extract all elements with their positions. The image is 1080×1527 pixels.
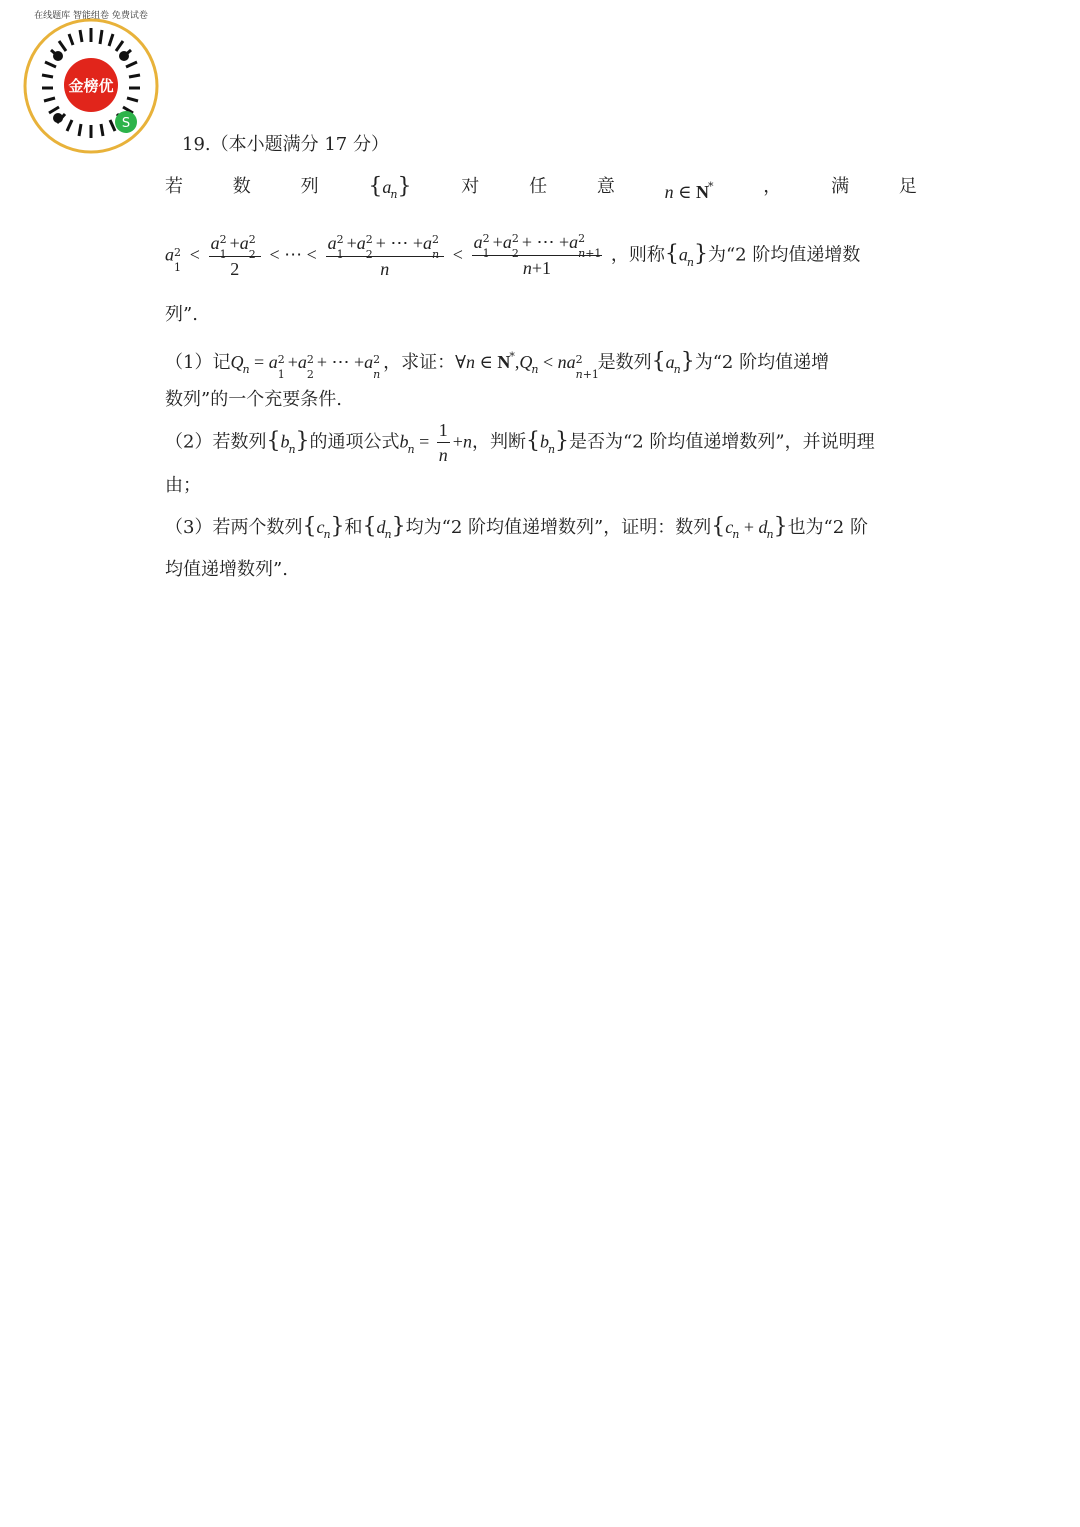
- definition-inequality: a 2 1 < a 2 1 +a 2 2 2 < ⋯ < a 2 1 +a 2 2 + ⋯ +a 2 n n < a 2 1 +a 2 2 + ⋯ +a 2 n+1 n+1 ，则称$\{a_n\}$为“2 阶均值递增数: [165, 230, 917, 286]
- logo-ring-text: 在线题库 智能组卷 免费试卷: [34, 11, 148, 21]
- intro-word: 对: [461, 176, 480, 197]
- intro-word: 若: [165, 176, 183, 197]
- fraction-n-plus-1: a 2 1 +a 2 2 + ⋯ +a 2 n+1 n+1: [473, 232, 602, 278]
- intro-word: 任: [529, 176, 548, 197]
- intro-word: 数: [232, 176, 251, 197]
- intro-line: [165, 174, 917, 208]
- fraction-1-over-n: $\frac{1}{n}$: [438, 420, 448, 465]
- part1-end: 数列”的一个充要条件.: [165, 389, 342, 410]
- part2-line: （2）若数列$\{b_n\}$的通项公式$b_n$ = $\frac{1}{n}$ +n，判断$\{b_n\}$是否为“2 阶均值递增数列”，并说明理: [165, 420, 875, 465]
- sequence-a: $\{a_n\}$: [368, 174, 412, 201]
- svg-text:S: S: [121, 116, 131, 131]
- logo-brand-text: 金榜优: [68, 77, 114, 95]
- intro-word: 列: [300, 176, 319, 197]
- intro-word: 满: [831, 176, 850, 197]
- fraction-n: a 2 1 +a 2 2 + ⋯ +a 2 n n: [326, 231, 444, 281]
- part3-end: 均值递增数列”.: [165, 559, 288, 580]
- part2-end: 由；: [165, 475, 201, 496]
- definition-end: 列”.: [165, 304, 198, 325]
- fraction-2: a 2 1 +a 2 2 2: [209, 231, 261, 281]
- intro-word: 足: [898, 176, 917, 197]
- n-in-N: n ∈ N*: [664, 180, 714, 202]
- intro-word: 意: [596, 176, 615, 197]
- part1-line: （1）记$Q_n = a$ 2 1 +a 2 2 + ⋯ +a 2 n ，求证：∀n ∈ $N^*,Q_n$ < na 2 n+1 是数列$\{a_n\}$为“2 阶均值递增: [165, 349, 830, 381]
- problem-heading: 19.（本小题满分 17 分）: [182, 134, 389, 155]
- jinbangyou-logo: [16, 8, 166, 158]
- intro-word: ，: [763, 176, 782, 197]
- part3-line: （3）若两个数列$\{c_n\}$和$\{d_n\}$均为“2 阶均值递增数列”，证明：数列$\{c_n + d_n\}$也为“2 阶: [165, 514, 868, 541]
